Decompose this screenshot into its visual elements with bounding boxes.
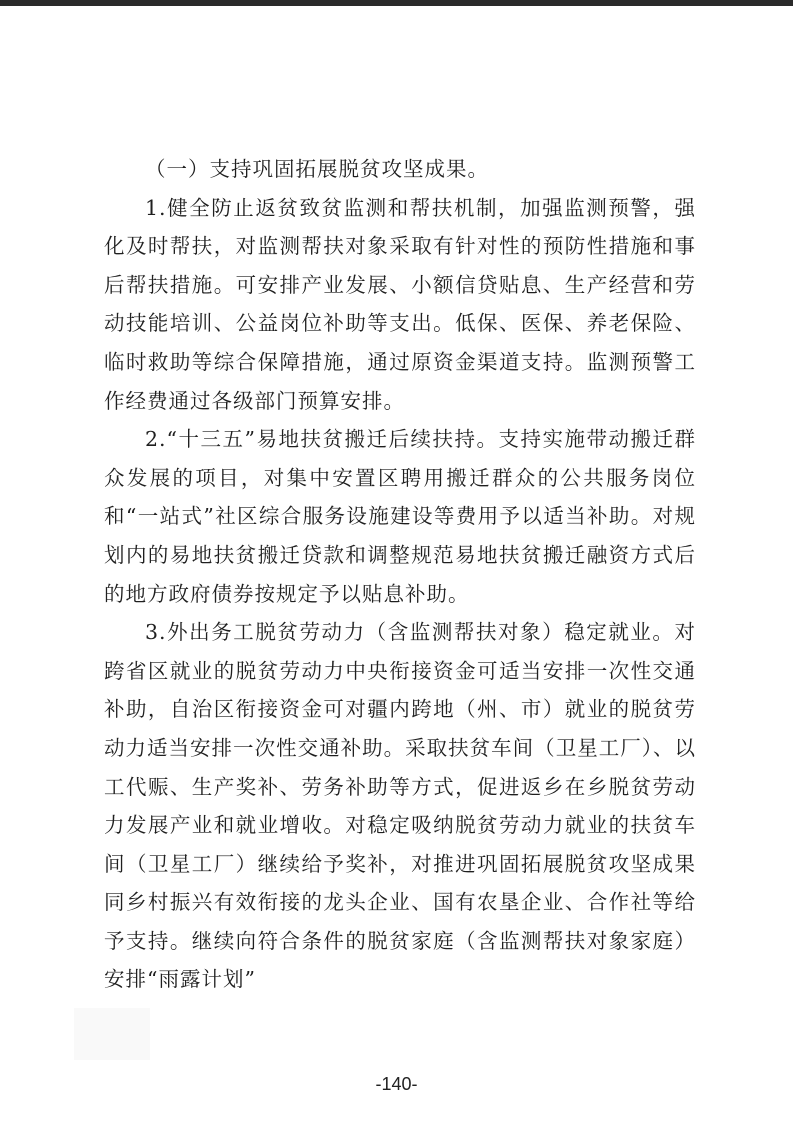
page-number: -140- xyxy=(375,1074,418,1094)
paragraph-1: 1.健全防止返贫致贫监测和帮扶机制，加强监测预警，强化及时帮扶，对监测帮扶对象采取有针对性的预防性措施和事后帮扶措施。可安排产业发展、小额信贷贴息、生产经营和劳动技能培训、公益岗位补助等支出。低保、医保、养老保险、临时救助等综合保障措施，通过原资金渠道支持。监测预警工作经费通过各级部门预算安排。 xyxy=(104,195,696,413)
paragraph-3: 3.外出务工脱贫劳动力（含监测帮扶对象）稳定就业。对跨省区就业的脱贫劳动力中央衔接资金可适当安排一次性交通补助，自治区衔接资金可对疆内跨地（州、市）就业的脱贫劳动力适当安排一次性交通补助。采取扶贫车间（卫星工厂）、以工代赈、生产奖补、劳务补助等方式，促进返乡在乡脱贫劳动力发展产业和就业增收。对稳定吸纳脱贫劳动力就业的扶贫车间（卫星工厂）继续给予奖补，对推进巩固拓展脱贫攻坚成果同乡村振兴有效衔接的龙头企业、国有农垦企业、合作社等给予支持。继续向符合条件的脱贫家庭（含监测帮扶对象家庭）安排“雨露计划” xyxy=(104,620,696,992)
document-body xyxy=(104,150,696,999)
section-heading: （一）支持巩固拓展脱贫攻坚成果。 xyxy=(145,157,489,181)
scan-artifact xyxy=(74,1008,150,1060)
scan-top-border xyxy=(0,0,793,6)
paragraph-2: 2.“十三五”易地扶贫搬迁后续扶持。支持实施带动搬迁群众发展的项目，对集中安置区聘用搬迁群众的公共服务岗位和“一站式”社区综合服务设施建设等费用予以适当补助。对规划内的易地扶贫搬迁贷款和调整规范易地扶贫搬迁融资方式后的地方政府债券按规定予以贴息补助。 xyxy=(104,427,696,606)
